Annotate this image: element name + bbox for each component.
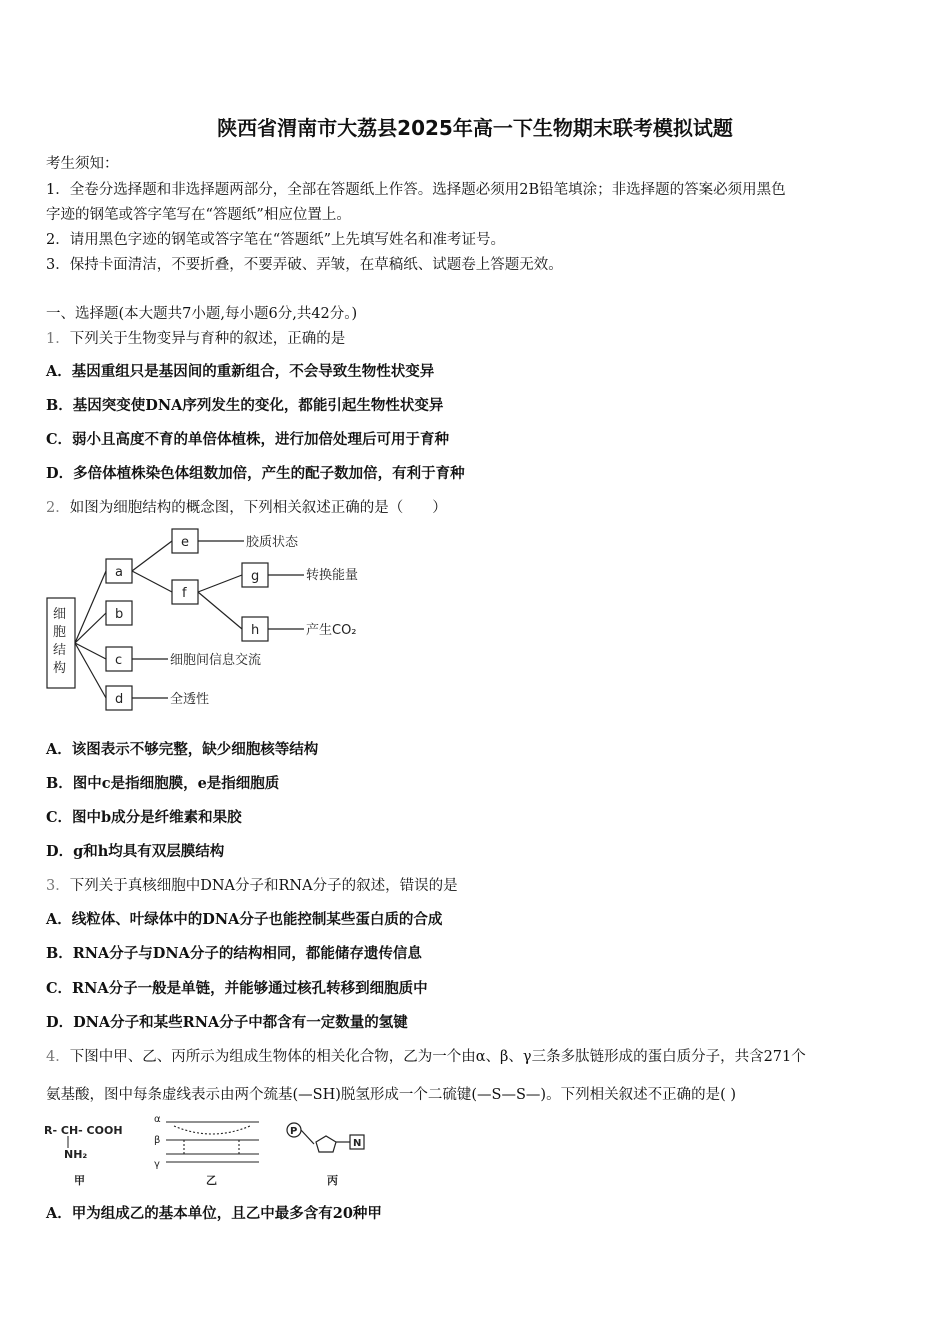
node-e: e <box>181 535 189 550</box>
option-d: D．g和h均具有双层膜结构 <box>46 843 225 860</box>
notice-item: 1．全卷分选择题和非选择题两部分，全部在答题纸上作答。选择题必须用2B铅笔填涂；非选择题的答案必须用黑色 <box>46 182 786 198</box>
chain-gamma: γ <box>154 1159 160 1170</box>
root-char: 构 <box>53 661 67 676</box>
notice-item: 2．请用黑色字迹的钢笔或答字笔在“答题纸”上先填写姓名和准考证号。 <box>46 232 506 248</box>
question-number: 2． <box>46 500 70 516</box>
chain-beta: β <box>154 1135 161 1146</box>
page-title: 陕西省渭南市大荔县2025年高一下生物期末联考模拟试题 <box>217 116 733 140</box>
option-b: B．RNA分子与DNA分子的结构相同，都能储存遗传信息 <box>46 945 422 962</box>
option-a: A．基因重组只是基因间的重新组合，不会导致生物性状变异 <box>46 363 435 380</box>
option-b: B．图中c是指细胞膜，e是指细胞质 <box>46 775 280 792</box>
root-char: 细 <box>53 607 67 622</box>
question-stem: 如图为细胞结构的概念图，下列相关叙述正确的是（ ） <box>69 500 447 516</box>
bing-caption: 丙 <box>327 1174 338 1187</box>
yi-caption: 乙 <box>206 1174 217 1187</box>
jia-formula: R- CH- COOH <box>44 1124 123 1137</box>
option-a: A．线粒体、叶绿体中的DNA分子也能控制某些蛋白质的合成 <box>46 911 443 928</box>
question-stem: 下图中甲、乙、丙所示为组成生物体的相关化合物，乙为一个由α、β、γ三条多肽链形成的蛋白质分子，共含271个 <box>69 1049 806 1065</box>
jia-amino: NH₂ <box>64 1148 88 1161</box>
label-d: 全透性 <box>170 692 210 707</box>
label-e: 胶质状态 <box>246 535 299 550</box>
question-2 <box>46 496 447 517</box>
label-h: 产生CO₂ <box>306 623 357 638</box>
option-d: D．多倍体植株染色体组数加倍，产生的配子数加倍，有利于育种 <box>46 465 465 482</box>
compound-figure <box>44 1112 384 1192</box>
chain-alpha: α <box>154 1114 161 1125</box>
cell-structure-diagram <box>44 526 374 721</box>
notice-item: 3．保持卡面清洁，不要折叠，不要弄破、弄皱，在草稿纸、试题卷上答题无效。 <box>46 257 563 273</box>
question-number: 4． <box>46 1049 70 1065</box>
jia-caption: 甲 <box>74 1174 85 1187</box>
node-f: f <box>182 586 187 601</box>
option-c: C．RNA分子一般是单链，并能够通过核孔转移到细胞质中 <box>46 980 428 997</box>
node-h: h <box>251 623 260 638</box>
label-g: 转换能量 <box>306 568 359 583</box>
option-b: B．基因突变使DNA序列发生的变化，都能引起生物性状变异 <box>46 397 444 414</box>
node-b: b <box>115 607 124 622</box>
question-stem: 下列关于真核细胞中DNA分子和RNA分子的叙述，错误的是 <box>69 878 458 894</box>
question-number: 1． <box>46 331 70 347</box>
node-c: c <box>115 653 123 668</box>
bing-p: P <box>290 1126 298 1137</box>
root-char: 胞 <box>53 625 67 640</box>
question-4-continued: 氨基酸，图中每条虚线表示由两个巯基(—SH)脱氢形成一个二硫键(—S—S—)。下列相关叙述不正确的是( ) <box>46 1087 736 1103</box>
option-c: C．弱小且高度不育的单倍体植株，进行加倍处理后可用于育种 <box>46 431 450 448</box>
section-heading: 一、选择题(本大题共7小题,每小题6分,共42分。) <box>46 306 358 322</box>
option-d: D．DNA分子和某些RNA分子中都含有一定数量的氢键 <box>46 1014 408 1031</box>
option-a: A．该图表示不够完整，缺少细胞核等结构 <box>46 741 319 758</box>
label-c: 细胞间信息交流 <box>170 653 262 668</box>
notice-heading: 考生须知： <box>46 156 119 172</box>
question-4 <box>46 1045 806 1066</box>
node-a: a <box>115 565 123 580</box>
notice-item: 字迹的钢笔或答字笔写在“答题纸”相应位置上。 <box>46 207 351 223</box>
bing-n: N <box>353 1138 362 1149</box>
question-1 <box>46 327 345 348</box>
question-stem: 下列关于生物变异与育种的叙述，正确的是 <box>69 331 346 347</box>
option-c: C．图中b成分是纤维素和果胶 <box>46 809 242 826</box>
option-a: A．甲为组成乙的基本单位，且乙中最多含有20种甲 <box>46 1205 382 1222</box>
question-3 <box>46 874 458 895</box>
node-d: d <box>115 692 124 707</box>
root-char: 结 <box>53 643 67 658</box>
question-number: 3． <box>46 878 70 894</box>
node-g: g <box>251 569 260 584</box>
